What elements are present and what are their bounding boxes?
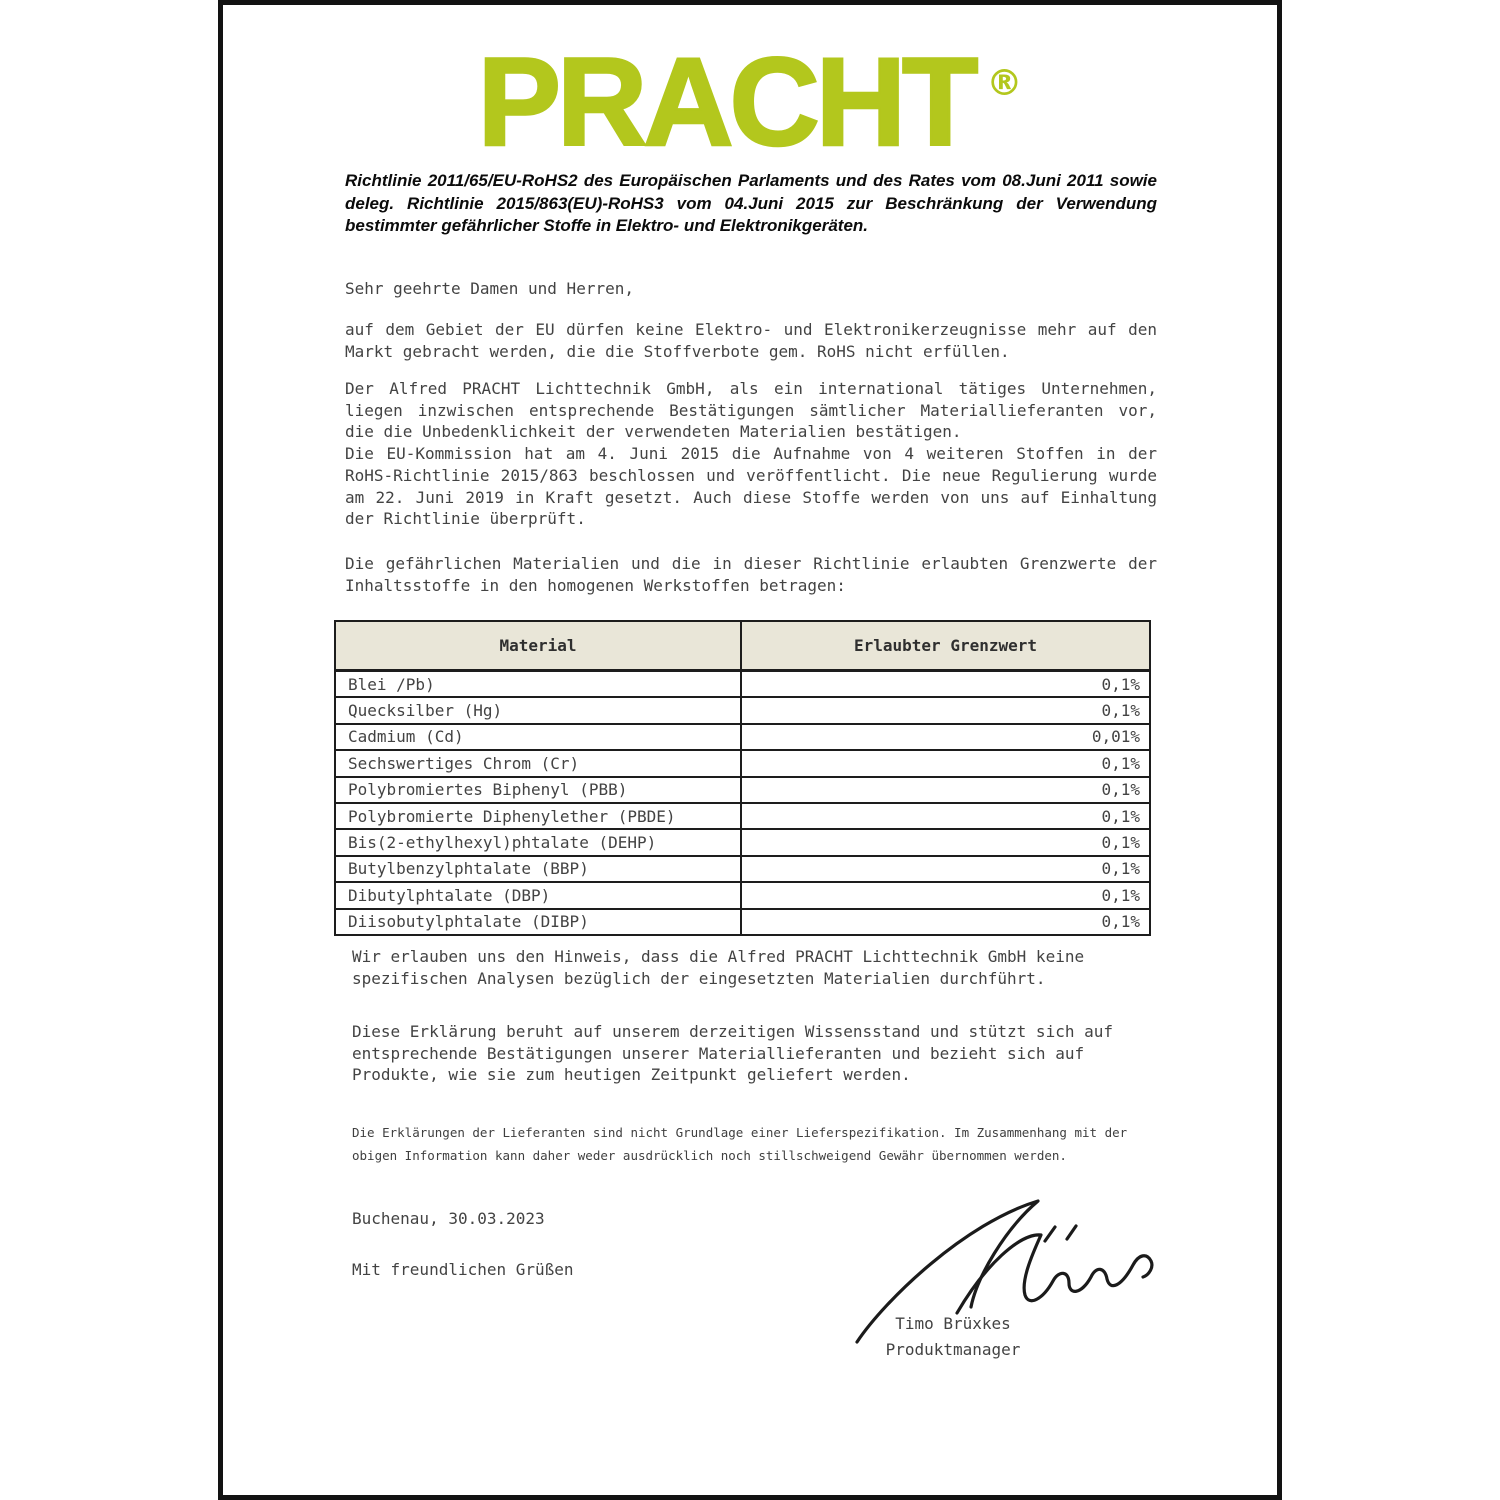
table-row (336, 828, 1149, 854)
limit-cell: 0,1% (740, 883, 1149, 907)
material-cell: Quecksilber (Hg) (348, 701, 503, 721)
material-cell: Sechswertiges Chrom (Cr) (348, 753, 580, 773)
limit-cell: 0,1% (740, 751, 1149, 775)
directive-heading: Richtlinie 2011/65/EU-RoHS2 des Europäischen Parlaments und des Rates vom 08.Juni 2011 sowie deleg. Richtlinie 2015/863(EU)-RoHS3 vom 04.Juni 2015 zur Beschränkung der Verwendung bestimmter gefährlicher Stoffe in Elektro- und Elektronikgeräten. (345, 171, 1157, 235)
limit-cell: 0,1% (740, 857, 1149, 881)
table-header-limit: Erlaubter Grenzwert (740, 622, 1149, 669)
material-cell: Polybromierte Diphenylether (PBDE) (348, 806, 676, 826)
limit-cell: 0,1% (740, 778, 1149, 802)
signer-title: Produktmanager (885, 1340, 1021, 1359)
substances-table (334, 620, 1151, 936)
table-header-material: Material (499, 636, 577, 655)
paragraph-no-analyses: Wir erlauben uns den Hinweis, dass die Alfred PRACHT Lichttechnik GmbH keine spezifischen Analysen bezüglich der eingesetzten Materialien durchführt. (352, 947, 1085, 988)
material-cell: Cadmium (Cd) (348, 727, 464, 747)
limit-cell: 0,1% (740, 830, 1149, 854)
pracht-logo (223, 33, 1277, 172)
table-row (336, 723, 1149, 749)
material-cell: Butylbenzylphtalate (BBP) (348, 859, 589, 879)
limit-cell: 0,1% (740, 698, 1149, 722)
table-row (336, 670, 1149, 696)
limit-cell: 0,1% (740, 804, 1149, 828)
disclaimer-text: Die Erklärungen der Lieferanten sind nicht Grundlage einer Lieferspezifikation. Im Zusammenhang mit der obigen Information kann daher weder ausdrücklich noch stillschweigend Gewähr übernommen werden. (352, 1125, 1128, 1163)
limit-cell: 0,1% (740, 910, 1149, 934)
salutation: Sehr geehrte Damen und Herren, (345, 279, 634, 298)
pracht-logo-text: PRACHT (477, 33, 975, 172)
paragraph-market-ban: auf dem Gebiet der EU dürfen keine Elektro- und Elektronikerzeugnisse mehr auf den Markt gebracht werden, die die Stoffverbote gem. RoHS nicht erfüllen. (345, 320, 1157, 361)
material-cell: Polybromiertes Biphenyl (PBB) (348, 780, 628, 800)
table-row (336, 908, 1149, 934)
signer-block (828, 1311, 1078, 1363)
material-cell: Blei /Pb) (348, 674, 435, 694)
table-row (336, 776, 1149, 802)
table-row (336, 696, 1149, 722)
paragraph-supplier-confirmations: Der Alfred PRACHT Lichttechnik GmbH, als ein international tätiges Unternehmen, liegen inzwischen entsprechende Bestätigungen sämtlicher Materiallieferanten vor, die die Unbedenklichkeit der verwendeten Materialien bestätigen. (345, 379, 1157, 442)
document-page (218, 0, 1282, 1500)
registered-trademark-icon: ® (986, 63, 1023, 104)
limit-cell: 0,1% (740, 672, 1149, 696)
material-cell: Diisobutylphtalate (DIBP) (348, 912, 589, 932)
closing-greeting: Mit freundlichen Grüßen (352, 1260, 574, 1279)
paragraph-group-confirmations (345, 378, 1157, 530)
material-cell: Dibutylphtalate (DBP) (348, 885, 551, 905)
paragraph-eu-commission: Die EU-Kommission hat am 4. Juni 2015 die Aufnahme von 4 weiteren Stoffen in der RoHS-Richtlinie 2015/863 beschlossen und veröffentlicht. Die neue Regulierung wurde am 22. Juni 2019 in Kraft gesetzt. Auch diese Stoffe werden von uns auf Einhaltung der Richtlinie überprüft. (345, 444, 1157, 529)
paragraph-limits-intro: Die gefährlichen Materialien und die in dieser Richtlinie erlaubten Grenzwerte der Inhaltsstoffe in den homogenen Werkstoffen betragen: (345, 554, 1157, 595)
table-row (336, 749, 1149, 775)
table-header-row (336, 622, 1149, 670)
material-cell: Bis(2-ethylhexyl)phtalate (DEHP) (348, 833, 657, 853)
paragraph-knowledge-basis: Diese Erklärung beruht auf unserem derzeitigen Wissensstand und stützt sich auf entsprechende Bestätigungen unserer Materiallieferanten und bezieht sich auf Produkte, wie sie zum heutigen Zeitpunkt geliefert werden. (352, 1022, 1113, 1085)
place-date: Buchenau, 30.03.2023 (352, 1209, 545, 1228)
table-row (336, 855, 1149, 881)
table-row (336, 881, 1149, 907)
table-row (336, 802, 1149, 828)
limit-cell: 0,01% (740, 725, 1149, 749)
signer-name: Timo Brüxkes (895, 1314, 1011, 1333)
